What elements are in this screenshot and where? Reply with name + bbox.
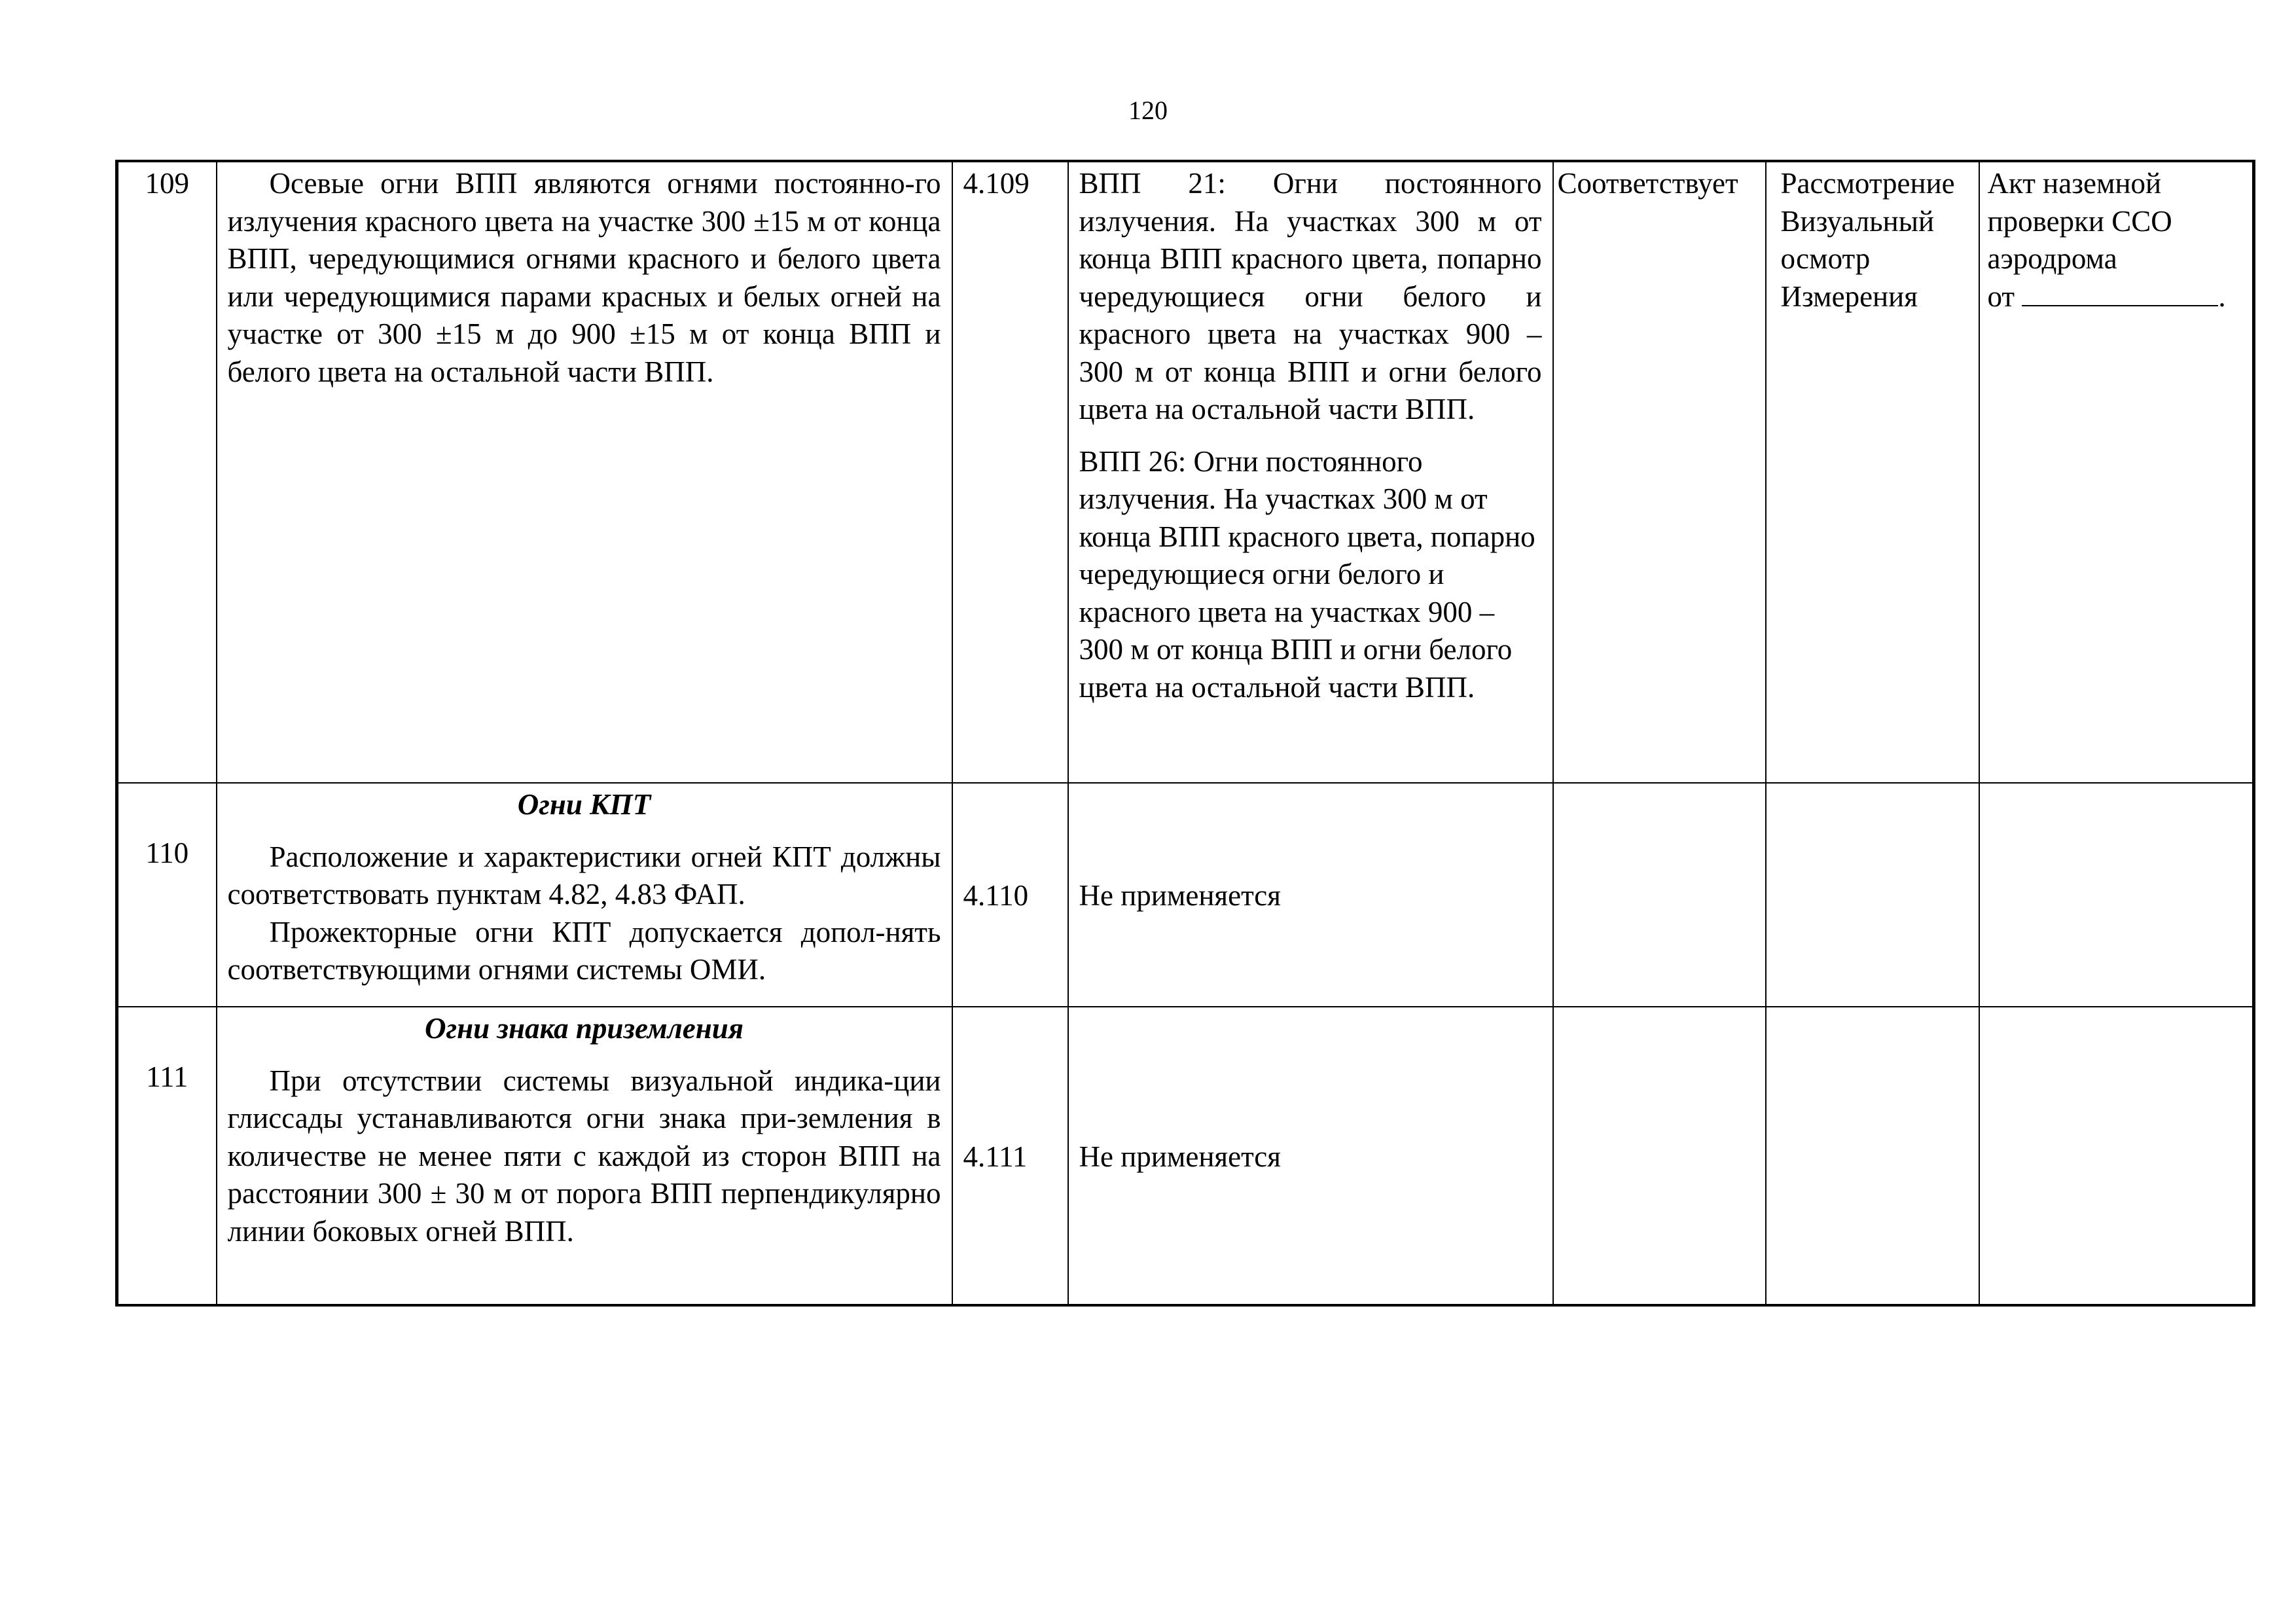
row-number: 109 — [117, 161, 217, 783]
row-number: 111 — [117, 1007, 217, 1305]
actual-state-cell: Не применяется — [1068, 783, 1553, 1007]
table-row — [117, 783, 2254, 1007]
actual-state-text-2: ВПП 26: Огни постоянного излучения. На участках 300 м от конца ВПП красного цвета, попарно чередующиеся огни белого и красного цвета на участках 900 – 300 м от конца ВПП и огни белого цвета на остальной части ВПП. — [1079, 444, 1535, 704]
requirement-text: Прожекторные огни КПТ допускается допол-нять соответствующими огнями системы ОМИ. — [227, 915, 941, 986]
document-line: Акт наземной — [1987, 167, 2162, 200]
conformity-cell — [1553, 783, 1766, 1007]
document-line: аэродрома — [1987, 242, 2117, 275]
document-date-suffix: . — [2218, 280, 2226, 313]
method-cell — [1766, 1007, 1979, 1305]
conformity-cell — [1553, 1007, 1766, 1305]
conformity-cell: Соответствует — [1553, 161, 1766, 783]
reference-cell: 4.111 — [952, 1007, 1068, 1305]
section-title: Огни знака приземления — [425, 1012, 744, 1045]
method-cell — [1766, 161, 1979, 783]
compliance-table — [115, 160, 2255, 1307]
document-line: проверки ССО — [1987, 204, 2172, 238]
actual-state-cell — [1068, 161, 1553, 783]
document-date-line — [1988, 278, 2245, 316]
document-cell — [1979, 1007, 2254, 1305]
table-row — [117, 161, 2254, 783]
requirement-cell — [217, 1007, 952, 1305]
document-date-prefix: от — [1987, 280, 2015, 313]
method-line: Визуальный — [1780, 204, 1935, 238]
actual-state-text-1: ВПП 21: Огни постоянного излучения. На участках 300 м от конца ВПП красного цвета, попарно чередующиеся огни белого и красного цвета на участках 900 – 300 м от конца ВПП и огни белого цвета на остальной части ВПП. — [1079, 167, 1542, 425]
method-cell — [1766, 783, 1979, 1007]
requirement-text: Расположение и характеристики огней КПТ должны соответствовать пунктам 4.82, 4.83 ФАП. — [227, 840, 941, 911]
requirement-cell — [217, 783, 952, 1007]
table-row — [117, 1007, 2254, 1305]
document-cell — [1979, 783, 2254, 1007]
date-blank — [2022, 279, 2218, 306]
method-line: Измерения — [1780, 280, 1918, 313]
method-line: Рассмотрение — [1780, 167, 1955, 200]
document-cell — [1979, 161, 2254, 783]
requirement-cell — [217, 161, 952, 783]
actual-state-cell: Не применяется — [1068, 1007, 1553, 1305]
row-number: 110 — [117, 783, 217, 1007]
section-title: Огни КПТ — [517, 788, 651, 821]
reference-cell: 4.109 — [952, 161, 1068, 783]
requirement-text: Осевые огни ВПП являются огнями постоянно-го излучения красного цвета на участке 300 ±15 м от конца ВПП, чередующимися огнями красного и белого цвета или чередующимися парами красных и белых огней на участке от 300 ±15 м до 900 ±15 м от конца ВПП и белого цвета на остальной части ВПП. — [227, 167, 941, 388]
method-line: осмотр — [1780, 242, 1871, 275]
requirement-text: При отсутствии системы визуальной индика-ции глиссады устанавливаются огни знака при-земления в количестве не менее пяти с каждой из сторон ВПП на расстоянии 300 ± 30 м от порога ВПП перпендикулярно линии боковых огней ВПП. — [227, 1064, 941, 1248]
reference-cell: 4.110 — [952, 783, 1068, 1007]
page-number: 120 — [1128, 96, 1168, 125]
